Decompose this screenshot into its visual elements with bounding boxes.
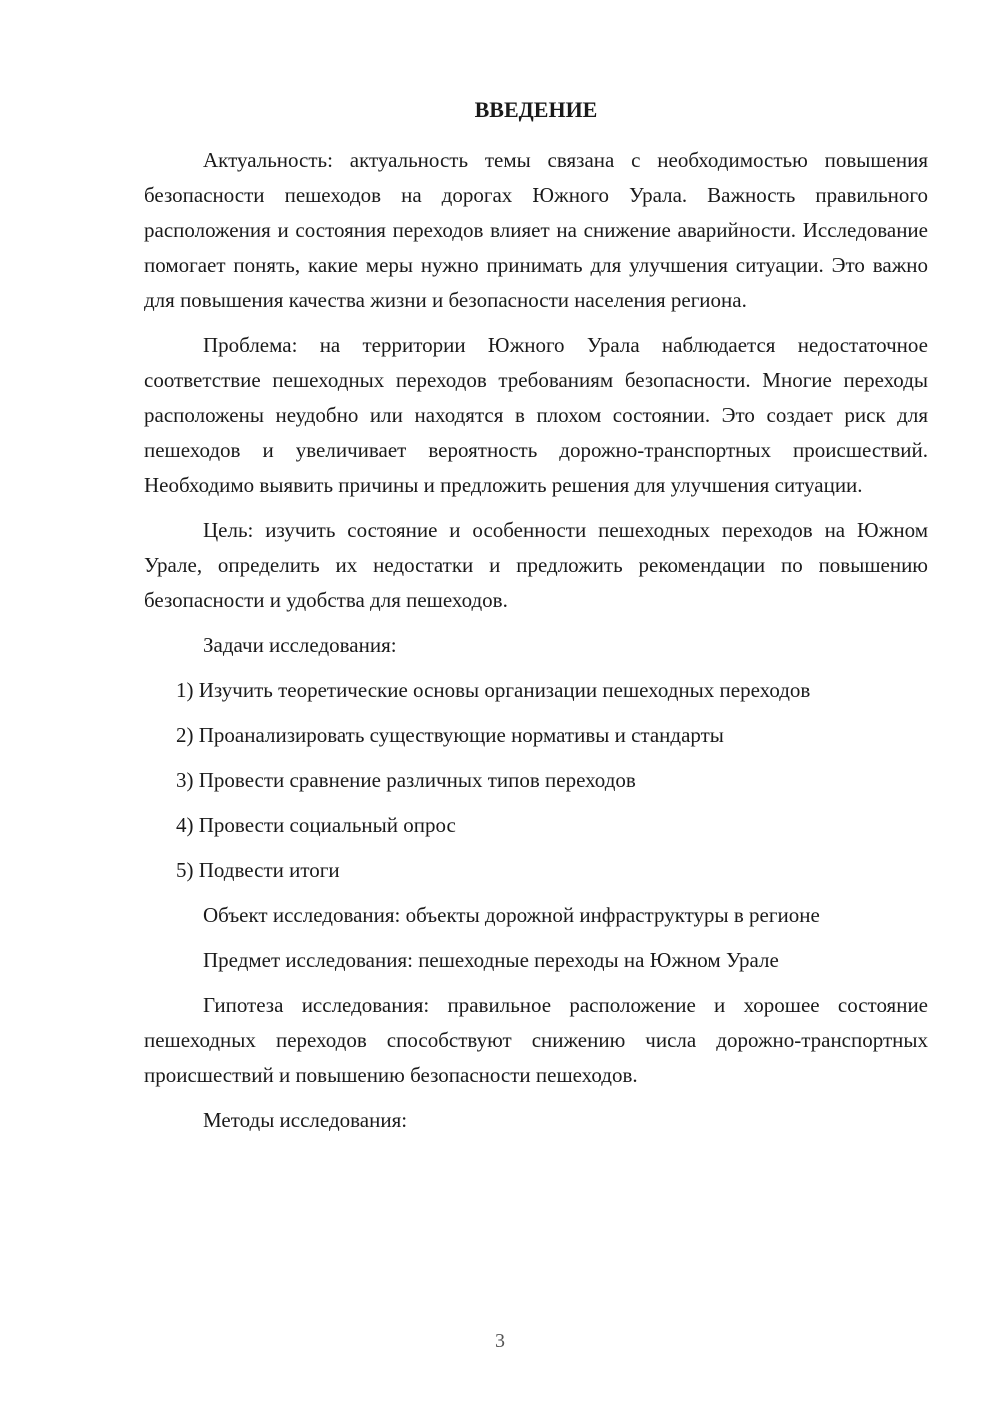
object-paragraph: Объект исследования: объекты дорожной инфраструктуры в регионе [203,903,820,927]
page-title: ВВЕДЕНИЕ [474,97,598,122]
problem-paragraph: Проблема: на территории Южного Урала наблюдается недостаточное соответствие пешеходных переходов требованиям безопасности. Многие переходы расположены неудобно или находятся в плохом состоянии. Это создает риск для пешеходов и увеличивает вероятность дорожно-транспортных происшествий. Необходимо выявить причины и предложить решения для улучшения ситуации. [144,333,928,497]
methods-paragraph: Методы исследования: [203,1108,408,1132]
task-item-1: 1) Изучить теоретические основы организации пешеходных переходов [176,678,811,702]
task-item-4: 4) Провести социальный опрос [176,813,456,837]
task-item-3: 3) Провести сравнение различных типов переходов [176,768,636,792]
page-number: 3 [495,1330,505,1352]
tasks-heading: Задачи исследования: [203,633,397,657]
goal-paragraph: Цель: изучить состояние и особенности пешеходных переходов на Южном Урале, определить их недостатки и предложить рекомендации по повышению безопасности и удобства для пешеходов. [144,518,928,612]
relevance-paragraph: Актуальность: актуальность темы связана с необходимостью повышения безопасности пешеходов на дорогах Южного Урала. Важность правильного расположения и состояния переходов влияет на снижение аварийности. Исследование помогает понять, какие меры нужно принимать для улучшения ситуации. Это важно для повышения качества жизни и безопасности населения региона. [144,148,928,312]
hypothesis-paragraph: Гипотеза исследования: правильное расположение и хорошее состояние пешеходных переходов способствуют снижению числа дорожно-транспортных происшествий и повышению безопасности пешеходов. [144,993,928,1087]
task-item-2: 2) Проанализировать существующие нормативы и стандарты [176,723,724,747]
subject-paragraph: Предмет исследования: пешеходные переходы на Южном Урале [203,948,779,972]
task-item-5: 5) Подвести итоги [176,858,340,882]
